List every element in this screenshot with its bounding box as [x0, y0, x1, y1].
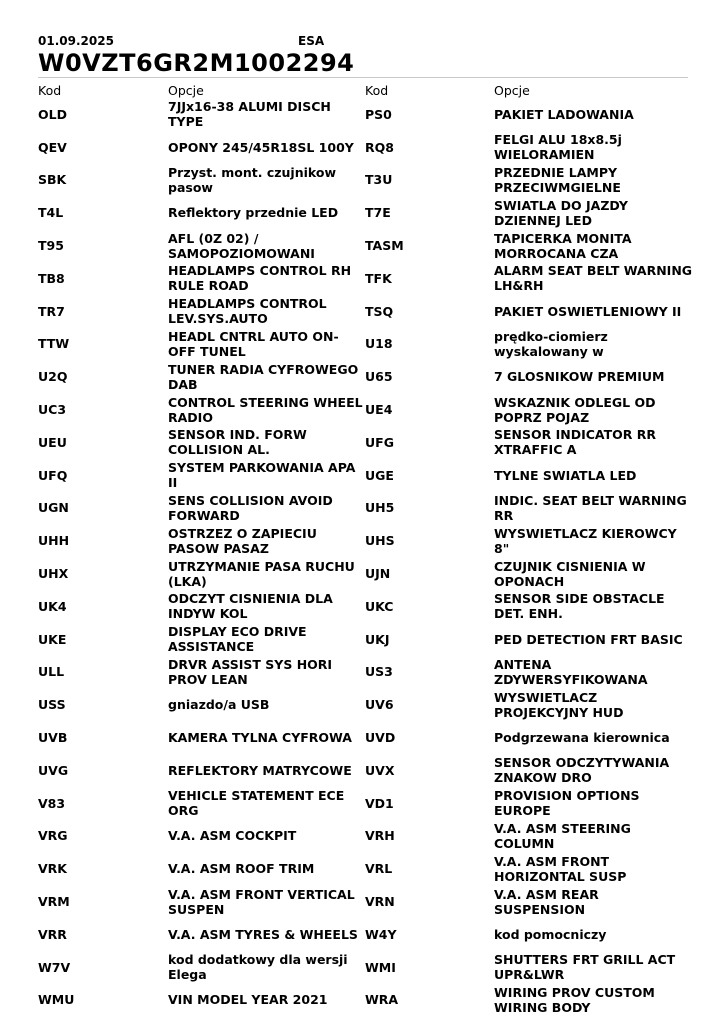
option-code-left: TB8: [38, 270, 65, 286]
option-code-right: W4Y: [365, 926, 397, 942]
table-row: [0, 754, 723, 787]
table-row: [0, 196, 723, 229]
option-description-right: SENSOR ODCZYTYWANIA ZNAKOW DRO: [494, 755, 670, 786]
option-description-left: DRVR ASSIST SYS HORI PROV LEAN: [168, 656, 333, 687]
option-description-left: V.A. ASM ROOF TRIM: [168, 861, 315, 877]
option-code-left: ULL: [38, 664, 65, 680]
option-description-left: 7JJx16-38 ALUMI DISCH TYPE: [168, 99, 331, 130]
option-code-right: VD1: [365, 795, 394, 811]
table-row: [0, 984, 723, 1017]
table-row: [0, 557, 723, 590]
option-code-left: VRG: [38, 828, 68, 844]
option-code-left: SBK: [38, 172, 67, 188]
esa-label: ESA: [298, 34, 325, 48]
option-description-right: kod pomocniczy: [494, 926, 607, 942]
column-header-code-left: Kod: [38, 83, 62, 98]
table-row: [0, 459, 723, 492]
option-code-right: UVD: [365, 730, 396, 746]
table-row: [0, 131, 723, 164]
option-description-right: 7 GLOSNIKOW PREMIUM: [494, 369, 665, 385]
table-row: [0, 492, 723, 525]
table-row: [0, 885, 723, 918]
table-row: [0, 623, 723, 656]
option-code-left: V83: [38, 795, 66, 811]
column-header-options-right: Opcje: [494, 83, 530, 98]
option-code-left: WMU: [38, 992, 75, 1008]
option-description-right: SENSOR SIDE OBSTACLE DET. ENH.: [494, 591, 665, 622]
option-code-left: VRM: [38, 894, 70, 910]
option-code-left: UFQ: [38, 467, 68, 483]
option-code-right: UVX: [365, 762, 395, 778]
option-code-left: USS: [38, 697, 66, 713]
option-code-left: UHX: [38, 566, 69, 582]
option-code-left: OLD: [38, 106, 67, 122]
option-code-right: UFG: [365, 434, 394, 450]
option-description-right: PAKIET OSWIETLENIOWY II: [494, 303, 682, 319]
option-code-left: UC3: [38, 402, 67, 418]
option-code-right: UJN: [365, 566, 391, 582]
option-code-left: W7V: [38, 959, 71, 975]
option-code-right: WRA: [365, 992, 399, 1008]
table-row: [0, 524, 723, 557]
option-code-right: UGE: [365, 467, 394, 483]
option-code-right: TFK: [365, 270, 392, 286]
option-code-left: UEU: [38, 434, 67, 450]
option-code-right: TASM: [365, 238, 404, 254]
vin-number: W0VZT6GR2M1002294: [38, 49, 355, 77]
option-description-left: V.A. ASM TYRES & WHEELS: [168, 926, 358, 942]
option-description-left: SYSTEM PARKOWANIA APA II: [168, 460, 356, 491]
column-header-code-right: Kod: [365, 83, 389, 98]
table-row: [0, 229, 723, 262]
option-description-left: OSTRZEZ O ZAPIECIU PASOW PASAZ: [168, 525, 317, 556]
option-description-left: ODCZYT CISNIENIA DLA INDYW KOL: [168, 591, 333, 622]
option-code-left: T95: [38, 238, 64, 254]
column-header-options-left: Opcje: [168, 83, 204, 98]
option-code-right: UKJ: [365, 631, 390, 647]
table-row: [0, 688, 723, 721]
option-description-left: REFLEKTORY MATRYCOWE: [168, 762, 352, 778]
option-description-left: HEADLAMPS CONTROL LEV.SYS.AUTO: [168, 296, 327, 327]
option-description-right: ANTENA ZDYWERSYFIKOWANA: [494, 656, 648, 687]
option-code-right: VRN: [365, 894, 395, 910]
option-description-right: V.A. ASM FRONT HORIZONTAL SUSP: [494, 853, 627, 884]
option-description-right: ALARM SEAT BELT WARNING LH&RH: [494, 263, 693, 294]
option-code-right: RQ8: [365, 139, 394, 155]
option-code-left: UVG: [38, 762, 69, 778]
option-description-right: SENSOR INDICATOR RR XTRAFFIC A: [494, 427, 657, 458]
option-description-left: TUNER RADIA CYFROWEGO DAB: [168, 361, 359, 392]
table-row: [0, 721, 723, 754]
option-description-right: PRZEDNIE LAMPY PRZECIWMGIELNE: [494, 164, 621, 195]
option-code-right: T3U: [365, 172, 393, 188]
option-code-left: VRR: [38, 926, 67, 942]
option-description-right: Podgrzewana kierownica: [494, 730, 670, 746]
option-description-left: CONTROL STEERING WHEEL RADIO: [168, 394, 363, 425]
option-description-left: VEHICLE STATEMENT ECE ORG: [168, 788, 345, 819]
option-code-left: TR7: [38, 303, 65, 319]
option-code-right: VRH: [365, 828, 395, 844]
option-code-left: TTW: [38, 336, 70, 352]
option-code-left: UKE: [38, 631, 67, 647]
option-description-left: DISPLAY ECO DRIVE ASSISTANCE: [168, 624, 307, 655]
option-description-left: kod dodatkowy dla wersji Elega: [168, 952, 348, 983]
option-code-right: T7E: [365, 205, 391, 221]
option-description-right: INDIC. SEAT BELT WARNING RR: [494, 492, 687, 523]
option-description-left: VIN MODEL YEAR 2021: [168, 992, 328, 1008]
option-code-right: VRL: [365, 861, 393, 877]
option-description-left: gniazdo/a USB: [168, 697, 270, 713]
option-code-left: UK4: [38, 598, 67, 614]
table-row: [0, 787, 723, 820]
table-row: [0, 656, 723, 689]
option-description-right: TYLNE SWIATLA LED: [494, 467, 637, 483]
option-code-right: U18: [365, 336, 393, 352]
table-row: [0, 295, 723, 328]
option-code-left: QEV: [38, 139, 67, 155]
option-code-right: U65: [365, 369, 393, 385]
option-description-right: CZUJNIK CISNIENIA W OPONACH: [494, 558, 646, 589]
document-date: 01.09.2025: [38, 34, 114, 48]
table-row: [0, 328, 723, 361]
option-code-right: US3: [365, 664, 393, 680]
option-description-right: prędko-ciomierz wyskalowany w: [494, 328, 608, 359]
option-description-right: SHUTTERS FRT GRILL ACT UPR&LWR: [494, 952, 676, 983]
table-row: [0, 262, 723, 295]
option-description-left: HEADLAMPS CONTROL RH RULE ROAD: [168, 263, 352, 294]
option-code-right: UKC: [365, 598, 394, 614]
option-description-right: PROVISION OPTIONS EUROPE: [494, 788, 640, 819]
option-description-right: FELGI ALU 18x8.5j WIELORAMIEN: [494, 132, 622, 163]
option-description-left: SENSOR IND. FORW COLLISION AL.: [168, 427, 307, 458]
table-row: [0, 852, 723, 885]
option-code-left: UHH: [38, 533, 70, 549]
option-description-left: V.A. ASM COCKPIT: [168, 828, 297, 844]
table-row: [0, 164, 723, 197]
option-description-right: SWIATLA DO JAZDY DZIENNEJ LED: [494, 197, 628, 228]
option-description-left: Reflektory przednie LED: [168, 205, 339, 221]
option-description-left: KAMERA TYLNA CYFROWA: [168, 730, 352, 746]
table-row: [0, 98, 723, 131]
table-row: [0, 393, 723, 426]
table-row: [0, 951, 723, 984]
option-description-right: PED DETECTION FRT BASIC: [494, 631, 683, 647]
option-code-left: UVB: [38, 730, 68, 746]
option-code-right: PS0: [365, 106, 392, 122]
table-row: [0, 590, 723, 623]
option-code-left: U2Q: [38, 369, 68, 385]
option-code-left: T4L: [38, 205, 64, 221]
table-row: [0, 360, 723, 393]
options-table: [0, 98, 723, 1016]
option-description-right: PAKIET LADOWANIA: [494, 106, 634, 122]
option-description-left: OPONY 245/45R18SL 100Y: [168, 139, 354, 155]
option-description-left: V.A. ASM FRONT VERTICAL SUSPEN: [168, 886, 355, 917]
option-code-right: UV6: [365, 697, 394, 713]
option-code-left: UGN: [38, 500, 69, 516]
option-description-left: HEADL CNTRL AUTO ON-OFF TUNEL: [168, 328, 339, 359]
option-description-right: WIRING PROV CUSTOM WIRING BODY: [494, 984, 655, 1015]
option-description-right: WYSWIETLACZ KIEROWCY 8": [494, 525, 677, 556]
option-description-left: Przyst. mont. czujnikow pasow: [168, 164, 337, 195]
header-divider: [38, 77, 688, 78]
option-code-left: VRK: [38, 861, 67, 877]
option-description-left: UTRZYMANIE PASA RUCHU (LKA): [168, 558, 355, 589]
option-code-right: WMI: [365, 959, 396, 975]
option-description-right: WSKAZNIK ODLEGL OD POPRZ POJAZ: [494, 394, 656, 425]
option-description-right: V.A. ASM REAR SUSPENSION: [494, 886, 599, 917]
option-description-left: SENS COLLISION AVOID FORWARD: [168, 492, 333, 523]
option-description-right: V.A. ASM STEERING COLUMN: [494, 820, 631, 851]
option-description-right: WYSWIETLACZ PROJEKCYJNY HUD: [494, 689, 624, 720]
option-code-right: TSQ: [365, 303, 394, 319]
option-description-right: TAPICERKA MONITA MORROCANA CZA: [494, 230, 632, 261]
table-row: [0, 820, 723, 853]
option-code-right: UE4: [365, 402, 393, 418]
option-description-left: AFL (0Z 02) / SAMOPOZIOMOWANI: [168, 230, 315, 261]
table-row: [0, 426, 723, 459]
table-row: [0, 918, 723, 951]
option-code-right: UH5: [365, 500, 395, 516]
option-code-right: UHS: [365, 533, 395, 549]
